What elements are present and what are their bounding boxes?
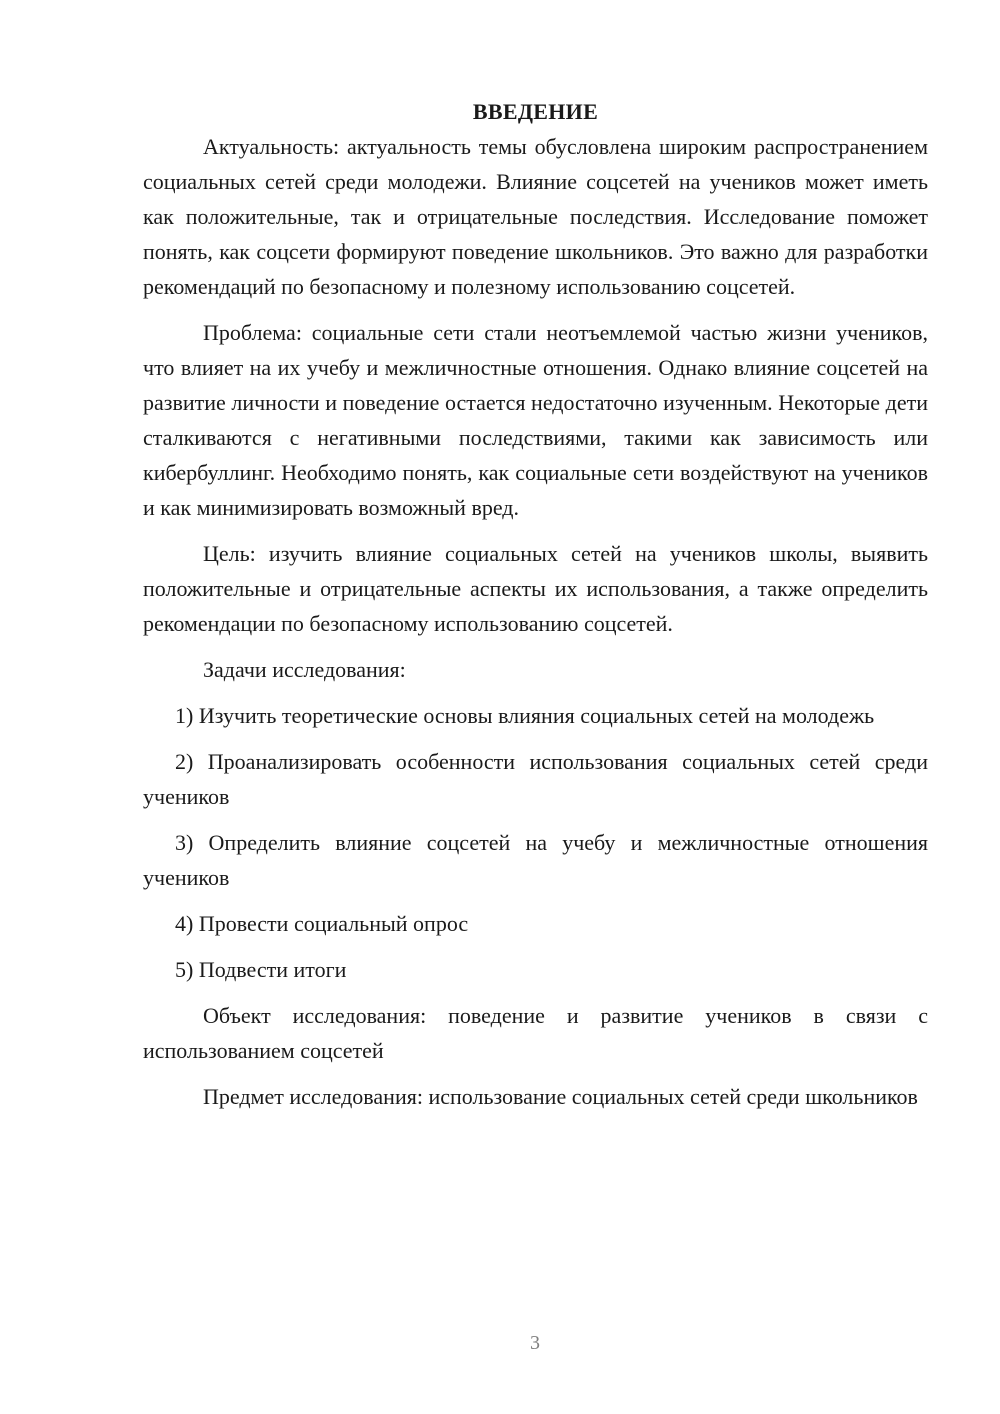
section-title: ВВЕДЕНИЕ (472, 99, 599, 124)
relevance-paragraph: Актуальность: актуальность темы обусловлена широким распространением социальных сетей среди молодежи. Влияние соцсетей на учеников может иметь как положительные, так и отрицательные последствия. Исследование поможет понять, как соцсети формируют поведение школьников. Это важно для разработки рекомендаций по безопасному и полезному использованию соцсетей. (143, 134, 928, 299)
problem-paragraph: Проблема: социальные сети стали неотъемлемой частью жизни учеников, что влияет на их учебу и межличностные отношения. Однако влияние соцсетей на развитие личности и поведение остается недостаточно изученным. Некоторые дети сталкиваются с негативными последствиями, такими как зависимость или кибербуллинг. Необходимо понять, как социальные сети воздействуют на учеников и как минимизировать возможный вред. (143, 320, 928, 520)
task-item-3: 3) Определить влияние соцсетей на учебу и межличностные отношения учеников (143, 830, 928, 890)
tasks-heading: Задачи исследования: (203, 657, 406, 682)
task-item-1: 1) Изучить теоретические основы влияния социальных сетей на молодежь (175, 703, 875, 728)
subject-paragraph: Предмет исследования: использование социальных сетей среди школьников (203, 1084, 918, 1109)
page-content (143, 94, 928, 1114)
object-paragraph: Объект исследования: поведение и развитие учеников в связи с использованием соцсетей (143, 1003, 928, 1063)
task-item-4: 4) Провести социальный опрос (175, 911, 469, 936)
page-number: 3 (530, 1332, 540, 1354)
goal-paragraph: Цель: изучить влияние социальных сетей на учеников школы, выявить положительные и отрицательные аспекты их использования, а также определить рекомендации по безопасному использованию соцсетей. (143, 541, 928, 636)
task-item-2: 2) Проанализировать особенности использования социальных сетей среди учеников (143, 749, 928, 809)
task-item-5: 5) Подвести итоги (175, 957, 347, 982)
